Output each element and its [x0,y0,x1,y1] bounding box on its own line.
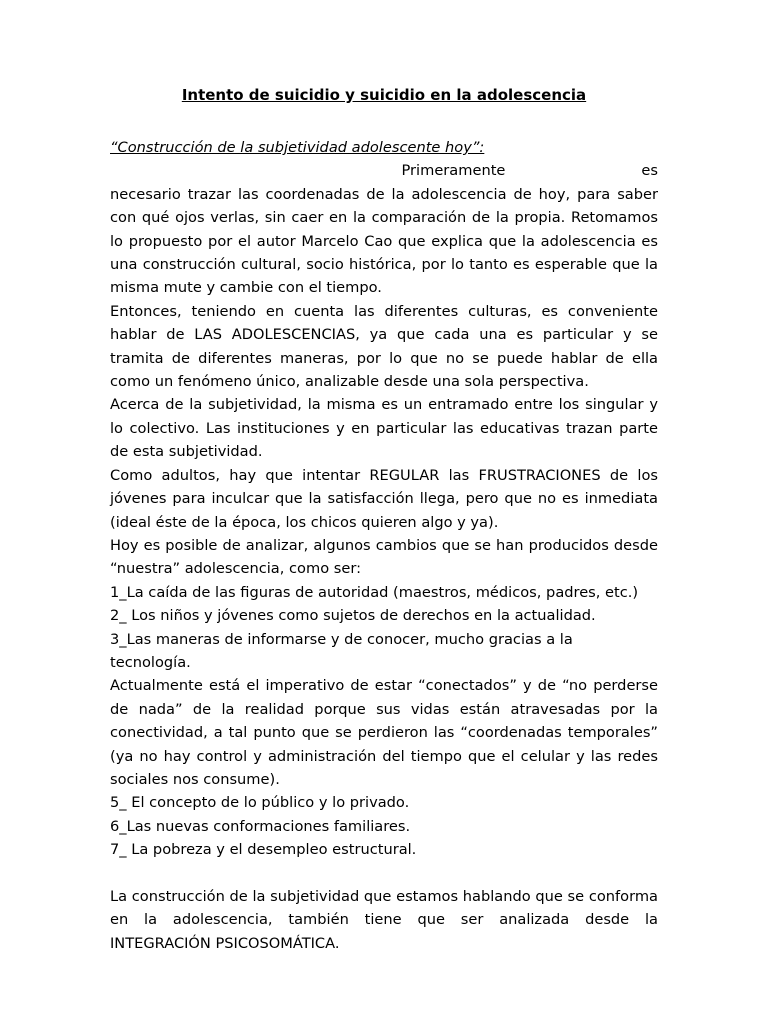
first-line-word-2: es [641,162,658,180]
list-item-2: 2_ Los niños y jóvenes como sujetos de derechos en la actualidad. [110,607,596,625]
first-line [110,159,658,182]
paragraph-5: Hoy es posible de analizar, algunos cambios que se han producidos desde “nuestra” adolescencia, como ser: [110,536,658,578]
list-item-3: 3_Las maneras de informarse y de conocer, mucho gracias a la tecnología. [110,630,573,671]
list-item-1: 1_La caída de las figuras de autoridad (maestros, médicos, padres, etc.) [110,583,639,601]
paragraph-2: Entonces, teniendo en cuenta las diferentes culturas, es conveniente hablar de LAS ADOLESCENCIAS, ya que cada una es particular y se tramita de diferentes maneras, por lo que no se puede hablar de ella como un fenómeno único, analizable desde una sola perspectiva. [110,302,658,391]
paragraph-gap [110,862,658,885]
list-item-5: 5_ El concepto de lo público y lo privado. [110,794,410,812]
list-item-6: 6_Las nuevas conformaciones familiares. [110,817,411,835]
paragraph-4: Como adultos, hay que intentar REGULAR las FRUSTRACIONES de los jóvenes para inculcar que la satisfacción llega, pero que no es inmediata (ideal éste de la época, los chicos quieren algo y ya). [110,466,658,531]
closing-paragraph: La construcción de la subjetividad que estamos hablando que se conforma en la adolescencia, también tiene que ser analizada desde la INTEGRACIÓN PSICOSOMÁTICA. [110,887,658,952]
document-page [110,84,658,955]
first-line-word-1: Primeramente [401,162,506,180]
paragraph-3: Acerca de la subjetividad, la misma es un entramado entre los singular y lo colectivo. Las instituciones y en particular las educativas trazan parte de esta subjetividad. [110,396,658,461]
document-title: Intento de suicidio y suicidio en la adolescencia [181,86,587,104]
section-subtitle: “Construcción de la subjetividad adolescente hoy”: [110,139,485,156]
paragraph-1: necesario trazar las coordenadas de la adolescencia de hoy, para saber con qué ojos verlas, sin caer en la comparación de la propia. Retomamos lo propuesto por el autor Marcelo Cao que explica que la adolescencia es una construcción cultural, socio histórica, por lo tanto es esperable que la misma mute y cambie con el tiempo. [110,185,658,297]
list-item-7: 7_ La pobreza y el desempleo estructural. [110,841,417,859]
paragraph-connectivity: Actualmente está el imperativo de estar “conectados” y de “no perderse de nada” de la realidad porque sus vidas están atravesadas por la conectividad, a tal punto que se perdieron las “coordenadas temporales” (ya no hay control y administración del tiempo que el celular y las redes sociales nos consume). [110,677,658,788]
